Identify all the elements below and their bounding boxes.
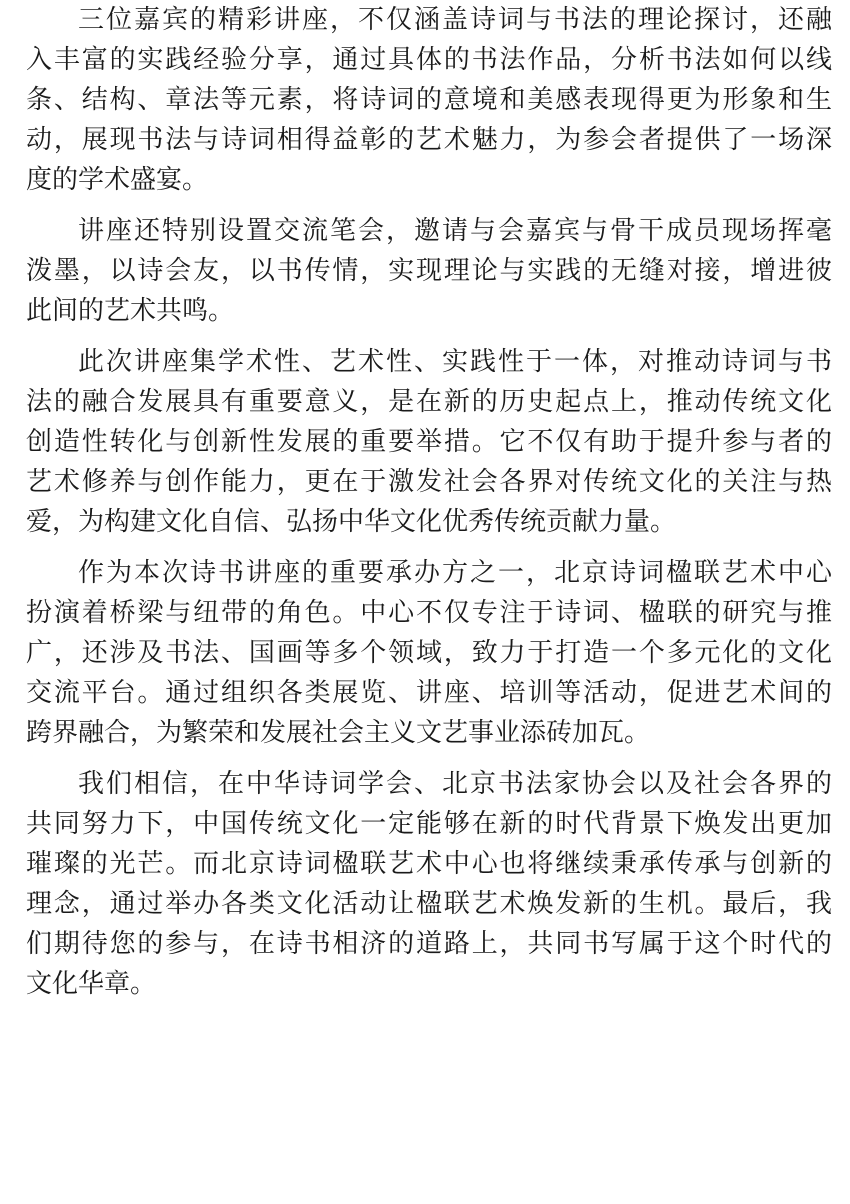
paragraph-closing [26,764,832,1004]
text-line: 作为本次诗书讲座的重要承办方之一，北京诗词楹联艺术中心 [78,558,832,588]
text-line: 们期待您的参与，在诗书相济的道路上，共同书写属于这个时代的 [26,929,832,959]
text-line: 扮演着桥梁与纽带的角色。中心不仅专注于诗词、楹联的研究与推 [26,598,832,628]
text-line: 讲座还特别设置交流笔会，邀请与会嘉宾与骨干成员现场挥毫 [78,216,832,246]
text-line: 文化华章。 [26,969,157,999]
text-line: 三位嘉宾的精彩讲座，不仅涵盖诗词与书法的理论探讨，还融 [78,5,832,35]
text-line: 广，还涉及书法、国画等多个领域，致力于打造一个多元化的文化 [26,638,832,668]
text-line: 法的融合发展具有重要意义，是在新的历史起点上，推动传统文化 [26,387,832,417]
text-line: 爱，为构建文化自信、弘扬中华文化优秀传统贡献力量。 [26,507,677,537]
text-line: 条、结构、章法等元素，将诗词的意境和美感表现得更为形象和生 [26,85,832,115]
text-line: 理念，通过举办各类文化活动让楹联艺术焕发新的生机。最后，我 [26,889,832,919]
text-line: 度的学术盛宴。 [26,165,209,195]
paragraph-lecture-summary [26,0,832,200]
text-line: 此次讲座集学术性、艺术性、实践性于一体，对推动诗词与书 [78,347,832,377]
document-page [26,0,832,1204]
text-line: 艺术修养与创作能力，更在于激发社会各界对传统文化的关注与热 [26,467,832,497]
text-line: 动，展现书法与诗词相得益彰的艺术魅力，为参会者提供了一场深 [26,125,832,155]
paragraph-significance [26,342,832,542]
paragraph-organizer [26,553,832,753]
text-line: 泼墨，以诗会友，以书传情，实现理论与实践的无缝对接，增进彼 [26,256,832,286]
text-line: 共同努力下，中国传统文化一定能够在新的时代背景下焕发出更加 [26,809,832,839]
text-line: 璀璨的光芒。而北京诗词楹联艺术中心也将继续秉承传承与创新的 [26,849,832,879]
text-line: 跨界融合，为繁荣和发展社会主义文艺事业添砖加瓦。 [26,718,651,748]
text-line: 创造性转化与创新性发展的重要举措。它不仅有助于提升参与者的 [26,427,832,457]
text-line: 入丰富的实践经验分享，通过具体的书法作品，分析书法如何以线 [26,45,832,75]
text-line: 此间的艺术共鸣。 [26,296,235,326]
text-line: 我们相信，在中华诗词学会、北京书法家协会以及社会各界的 [78,769,832,799]
text-line: 交流平台。通过组织各类展览、讲座、培训等活动，促进艺术间的 [26,678,832,708]
paragraph-writing-session [26,211,832,331]
